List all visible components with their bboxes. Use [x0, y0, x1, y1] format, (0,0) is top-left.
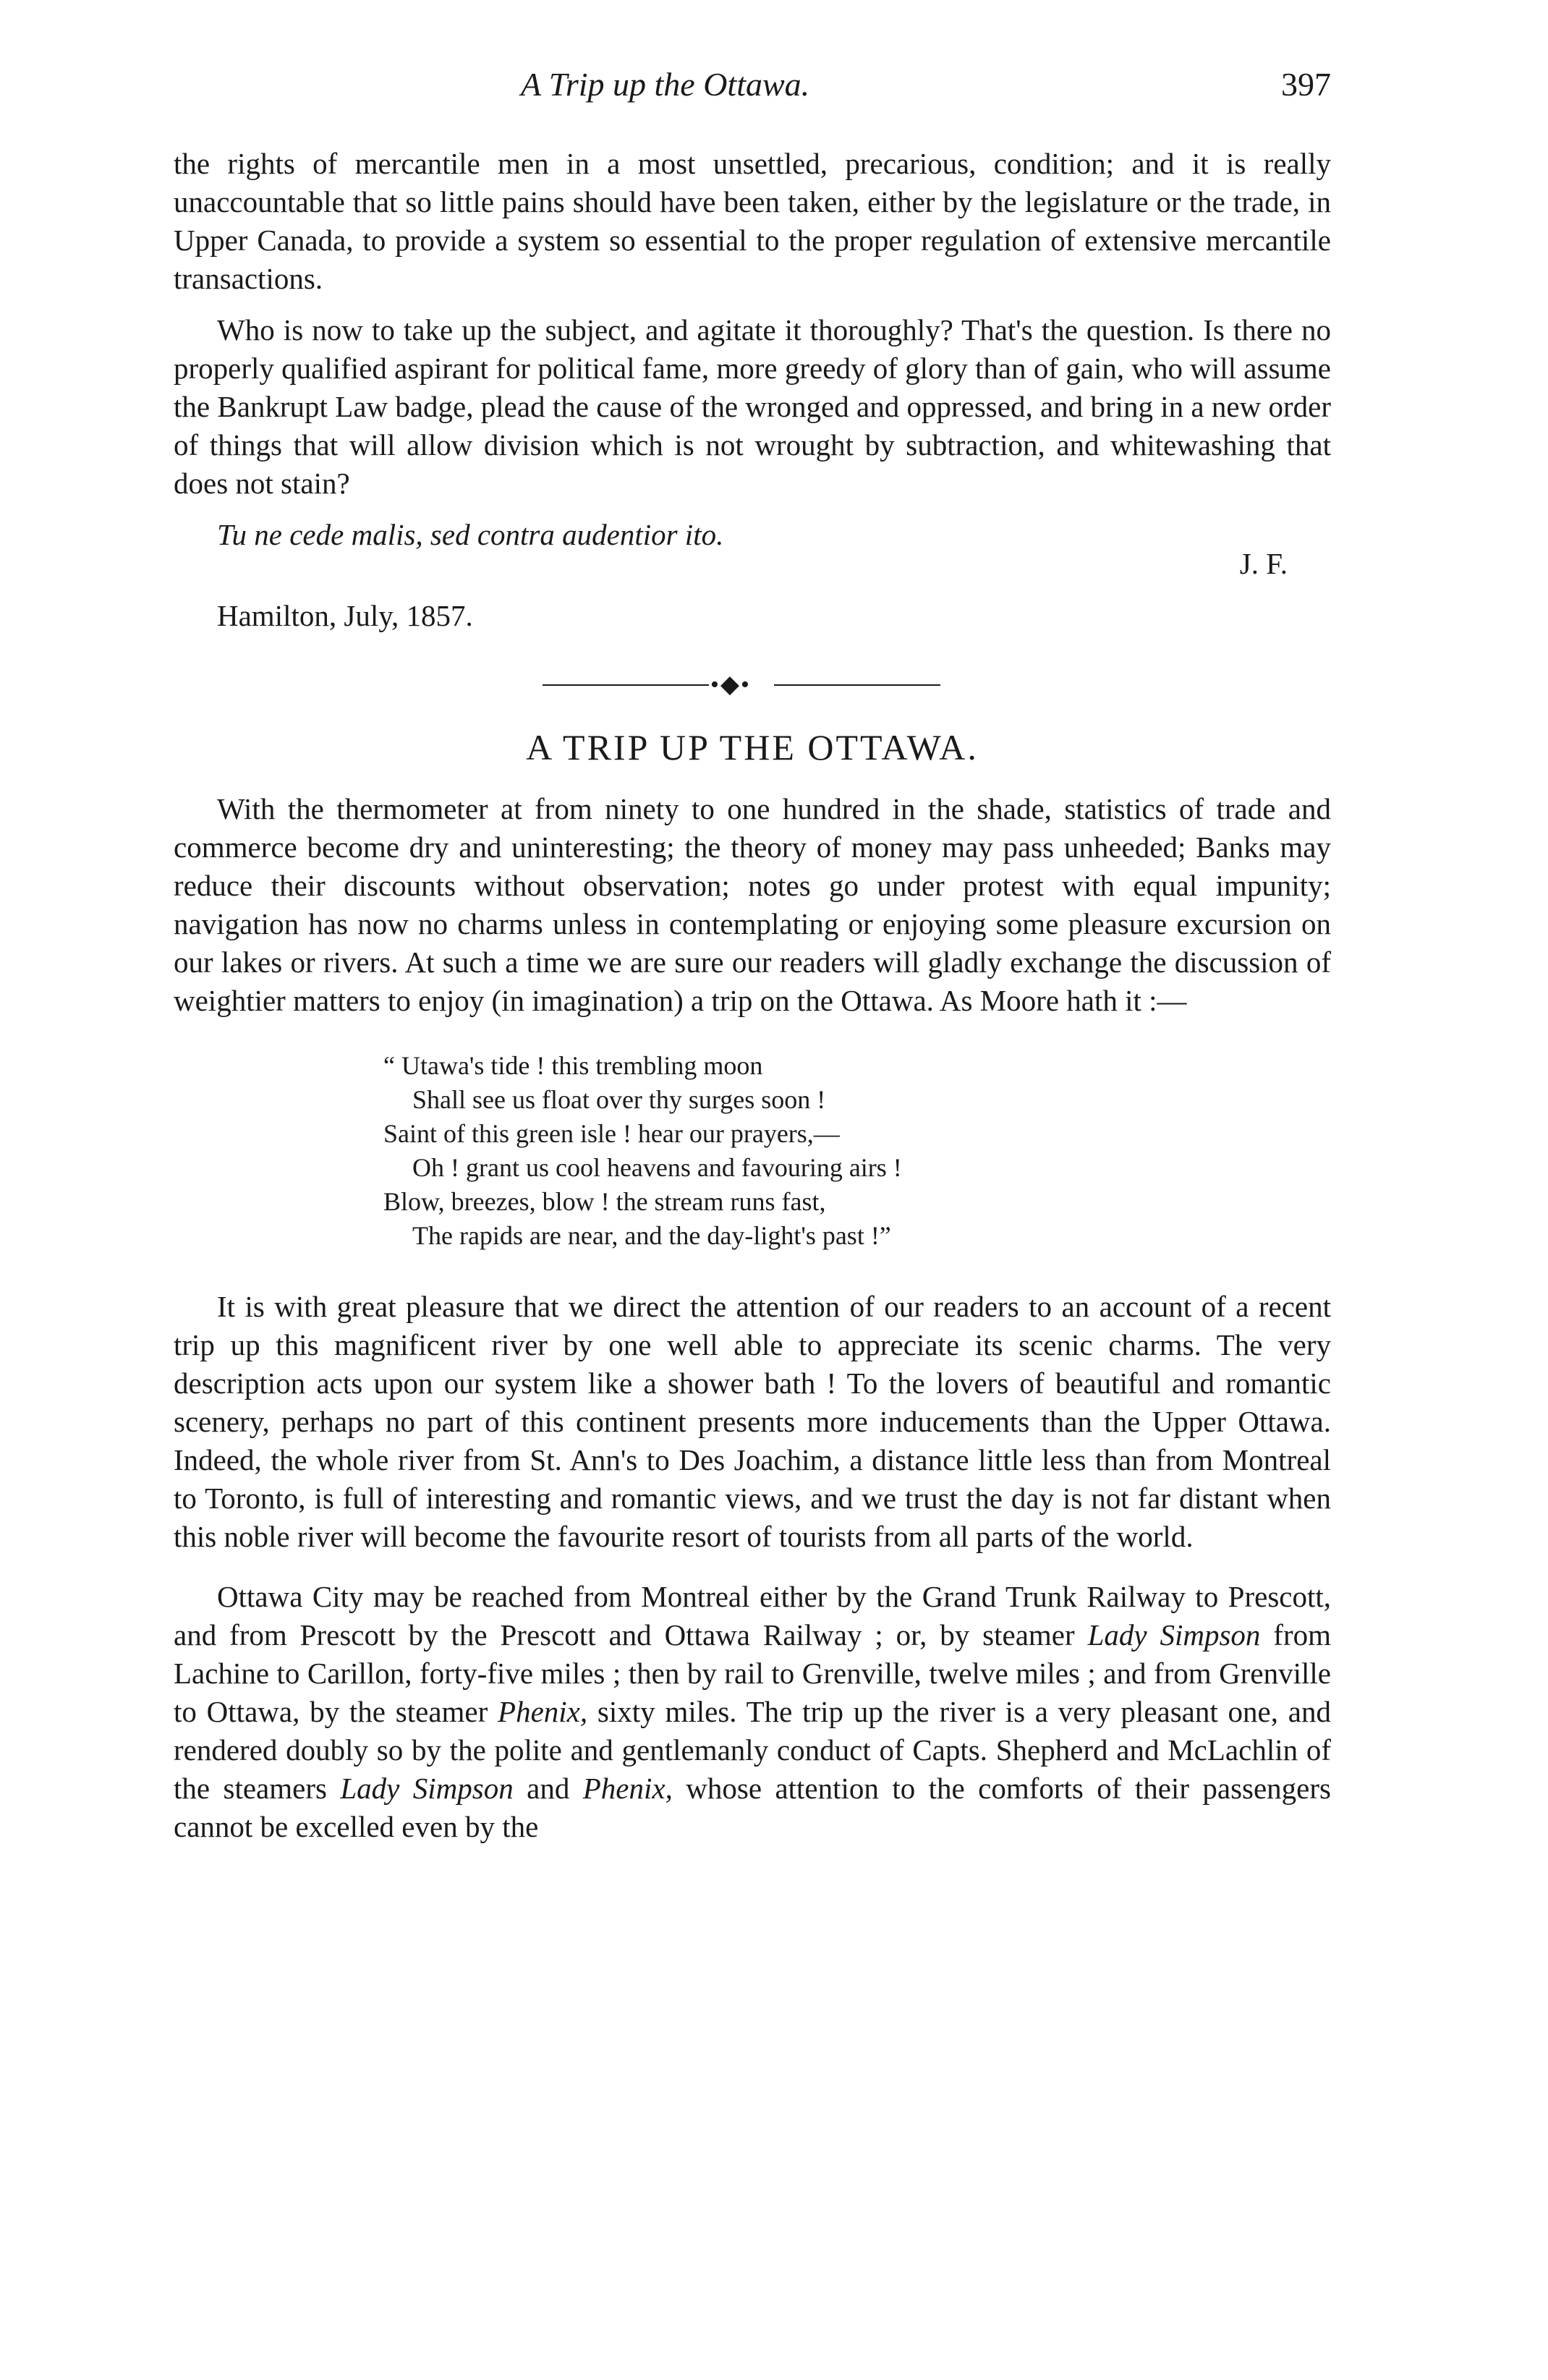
- dateline: Hamilton, July, 1857.: [217, 599, 473, 632]
- page-number: 397: [1281, 66, 1331, 103]
- para-text: from Lachine to Carillon, forty-five miles ; then by rail to Grenville, twelve miles ; and from Grenville to Ottawa, by the steamer: [174, 1618, 1331, 1728]
- poem-line: Shall see us float over thy surges soon !: [412, 1085, 826, 1114]
- author-signature: J. F.: [1239, 547, 1288, 580]
- paragraph-continuation: the rights of mercantile men in a most unsettled, precarious, condition; and it is really unaccountable that so little pains should have been taken, either by the legislature or the trade, in Upper Canada, to provide a system so essential to the proper regulation of extensive mercantile transactions.: [174, 147, 1331, 295]
- para-text: Ottawa City may be reached from Montreal either by the Grand Trunk Railway to Prescott, and from Prescott by the Prescott and Ottawa Railway ; or, by steamer: [174, 1580, 1331, 1652]
- divider-line-right: [774, 684, 940, 686]
- ship-name: Lady Simpson: [340, 1772, 514, 1805]
- paragraph-great-pleasure: It is with great pleasure that we direct the attention of our readers to an account of a recent trip up this magnificent river by one well able to appreciate its scenic charms. The very description acts upon our system like a shower bath ! To the lovers of beautiful and romantic scenery, perhaps no part of this continent presents more inducements than the Upper Ottawa. Indeed, the whole river from St. Ann's to Des Joachim, a distance little less than from Montreal to Toronto, is full of interesting and romantic views, and we trust the day is not far distant when this noble river will become the favourite resort of tourists from all parts of the world.: [174, 1290, 1331, 1553]
- ship-name: Phenix,: [498, 1695, 588, 1728]
- poem-line: Blow, breezes, blow ! the stream runs fast,: [383, 1187, 826, 1216]
- poem-quote: [383, 1049, 1331, 1253]
- poem-line: Oh ! grant us cool heavens and favouring airs !: [412, 1153, 902, 1182]
- poem-line: “ Utawa's tide ! this trembling moon: [383, 1051, 763, 1080]
- para-text: sixty miles. The trip up the river is a very pleasant one, and rendered doubly so by the polite and gentlemanly conduct of Capts. Shepherd and McLachlin of the steamers: [174, 1695, 1331, 1805]
- ship-name: Phenix,: [582, 1772, 673, 1805]
- para-text: and: [513, 1772, 583, 1805]
- paragraph-thermometer: With the thermometer at from ninety to one hundred in the shade, statistics of trade and commerce become dry and uninteresting; the theory of money may pass unheeded; Banks may reduce their discounts without observation; notes go under protest with equal impunity; navigation has now no charms unless in contemplating or enjoying some pleasure excursion on our lakes or rivers. At such a time we are sure our readers will gladly exchange the discussion of weightier matters to enjoy (in imagination) a trip on the Ottawa. As Moore hath it :—: [174, 792, 1331, 1017]
- closing-block: [174, 517, 1331, 597]
- divider-line-left: [543, 684, 709, 686]
- para-text: whose attention to the comforts of their passengers cannot be excelled even by the: [174, 1772, 1331, 1843]
- poem-line: Saint of this green isle ! hear our prayers,—: [383, 1119, 840, 1148]
- section-title: A TRIP UP THE OTTAWA.: [526, 727, 979, 768]
- document-page: [174, 65, 1331, 1846]
- page-header: [174, 65, 1331, 116]
- latin-quote: Tu ne cede malis, sed contra audentior ito.: [217, 518, 724, 551]
- section-divider: [174, 664, 1331, 707]
- poem-line: The rapids are near, and the day-light's past !”: [412, 1221, 891, 1250]
- ship-name: Lady Simpson: [1087, 1618, 1261, 1652]
- paragraph-ottawa-city: [174, 1578, 1331, 1846]
- paragraph-bankrupt-law: Who is now to take up the subject, and agitate it thoroughly? That's the question. Is there no properly qualified aspirant for political fame, more greedy of glory than of gain, who will assume the Bankrupt Law badge, plead the cause of the wronged and oppressed, and bring in a new order of things that will allow division which is not wrought by subtraction, and whitewashing that does not stain?: [174, 313, 1331, 500]
- running-title: A Trip up the Ottawa.: [521, 66, 810, 103]
- divider-ornament: •◆•: [710, 671, 751, 698]
